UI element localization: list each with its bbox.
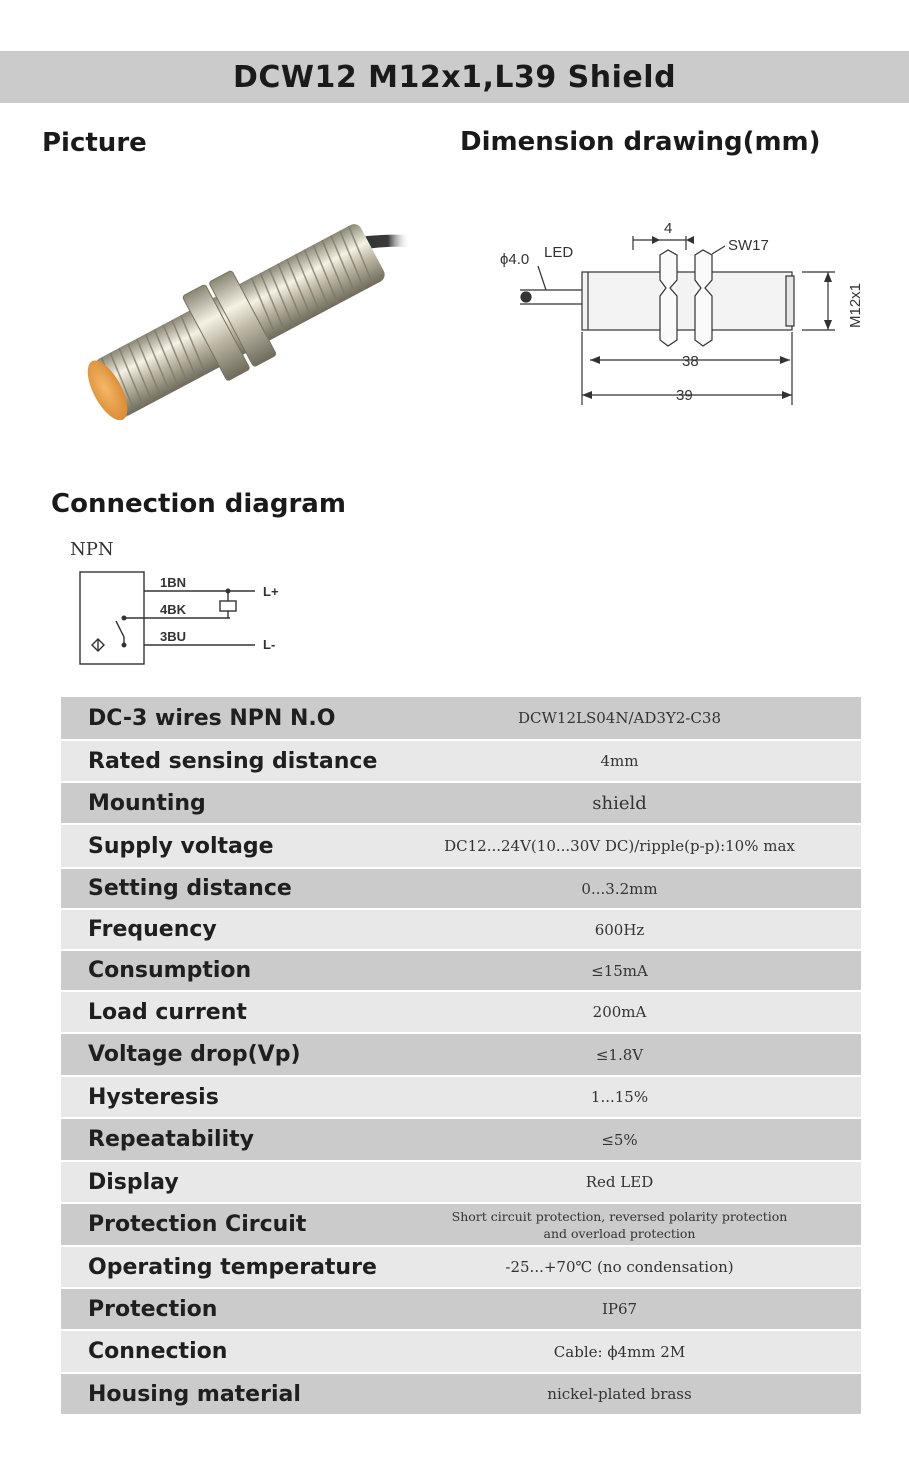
spec-value: DC12...24V(10...30V DC)/ripple(p-p):10% max — [398, 824, 861, 868]
spec-value: ≤1.8V — [398, 1033, 861, 1076]
spec-row — [61, 1203, 861, 1246]
spec-value: shield — [398, 782, 861, 824]
spec-name: Display — [61, 1161, 398, 1203]
title-banner — [0, 51, 909, 103]
spec-value: 4mm — [398, 740, 861, 782]
spec-row — [61, 1246, 861, 1288]
spec-row — [61, 1161, 861, 1203]
spec-table — [61, 697, 861, 1416]
spec-value: Red LED — [398, 1161, 861, 1203]
spec-row — [61, 697, 861, 740]
spec-name: DC-3 wires NPN N.O — [61, 697, 398, 740]
spec-row — [61, 1288, 861, 1330]
spec-value-line: Short circuit protection, reversed polarity protection — [451, 1208, 788, 1224]
wire-4bk-label: 4BK — [160, 602, 187, 617]
spec-name: Load current — [61, 991, 398, 1033]
wire-1bn-label: 1BN — [160, 575, 187, 590]
spec-row — [61, 1076, 861, 1118]
spec-name: Voltage drop(Vp) — [61, 1033, 398, 1076]
spec-name: Frequency — [61, 909, 398, 950]
spec-row — [61, 740, 861, 782]
led-diameter-label: ϕ4.0 — [500, 251, 530, 268]
page-title: DCW12 M12x1,L39 Shield — [232, 59, 677, 95]
spec-value: DCW12LS04N/AD3Y2-C38 — [398, 697, 861, 740]
spec-row — [61, 782, 861, 824]
spec-name: Protection — [61, 1288, 398, 1330]
spec-name: Setting distance — [61, 868, 398, 909]
spec-value: Cable: ϕ4mm 2M — [398, 1330, 861, 1373]
spec-name: Protection Circuit — [61, 1203, 398, 1246]
spec-name: Hysteresis — [61, 1076, 398, 1118]
thread-length-label: 38 — [682, 353, 699, 370]
spec-row — [61, 868, 861, 909]
npn-label: NPN — [70, 539, 114, 560]
spec-value: 200mA — [398, 991, 861, 1033]
spec-row — [61, 1373, 861, 1415]
spec-row — [61, 1330, 861, 1373]
spec-row — [61, 991, 861, 1033]
thread-size-label: M12x1 — [847, 282, 864, 328]
spec-name: Mounting — [61, 782, 398, 824]
dimension-heading: Dimension drawing(mm) — [460, 127, 821, 157]
wrench-size-label: SW17 — [728, 237, 769, 254]
spec-name: Consumption — [61, 950, 398, 991]
spec-value: 600Hz — [398, 909, 861, 950]
spec-value: 1...15% — [398, 1076, 861, 1118]
spec-value: nickel-plated brass — [398, 1373, 861, 1415]
spec-name: Connection — [61, 1330, 398, 1373]
spec-row — [61, 824, 861, 868]
spec-value: -25...+70℃ (no condensation) — [398, 1246, 861, 1288]
spec-value-line: and overload protection — [543, 1225, 696, 1241]
picture-heading: Picture — [42, 128, 147, 158]
spec-name: Operating temperature — [61, 1246, 398, 1288]
spec-row — [61, 1118, 861, 1161]
spec-value: ≤15mA — [398, 950, 861, 991]
spec-row — [61, 1033, 861, 1076]
spec-row — [61, 950, 861, 991]
wire-3bu-label: 3BU — [160, 629, 187, 644]
spec-name: Rated sensing distance — [61, 740, 398, 782]
spec-value: 0...3.2mm — [398, 868, 861, 909]
spec-name: Repeatability — [61, 1118, 398, 1161]
spec-row — [61, 909, 861, 950]
spec-value: ≤5% — [398, 1118, 861, 1161]
dimension-drawing — [490, 210, 870, 420]
l-plus-label: L+ — [263, 584, 279, 599]
spec-value — [398, 1203, 861, 1246]
l-minus-label: L- — [263, 637, 276, 652]
led-label: LED — [544, 244, 574, 261]
total-length-label: 39 — [676, 387, 693, 404]
connection-diagram — [60, 535, 300, 675]
connection-heading: Connection diagram — [51, 489, 346, 519]
nut-width-label: 4 — [664, 220, 673, 237]
spec-name: Housing material — [61, 1373, 398, 1415]
spec-value: IP67 — [398, 1288, 861, 1330]
sensor-photo — [55, 205, 425, 420]
spec-name: Supply voltage — [61, 824, 398, 868]
